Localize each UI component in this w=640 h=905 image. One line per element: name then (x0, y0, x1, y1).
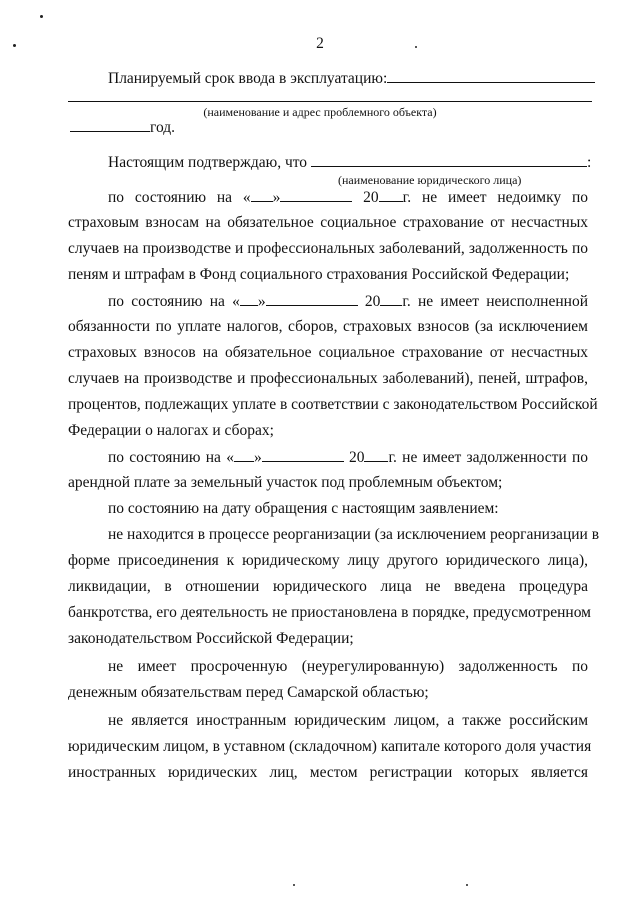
entity-caption: (наименование юридического лица) (338, 173, 522, 187)
entity-name-blank (311, 152, 587, 167)
p7-line-3: иностранных юридических лиц, местом регистрации которых является (68, 764, 588, 781)
scan-speck (293, 884, 295, 886)
p5-line-1: не находится в процессе реорганизации (за исключением реорганизации в (108, 526, 600, 543)
p6-line-1: не имеет просроченную (неурегулированную) задолженность по (108, 658, 588, 675)
p6-line-2: денежным обязательствам перед Самарской областью; (68, 684, 429, 701)
object-caption: (наименование и адрес проблемного объекта) (203, 105, 437, 119)
year-blank (70, 117, 150, 132)
p2-line-3: страховых взносов на обязательное социальное страхование от несчастных (68, 344, 588, 361)
page-number: 2 (316, 35, 324, 52)
p5-line-5: законодательством Российской Федерации; (68, 630, 354, 647)
p1-line-4: пеням и штрафам в Фонд социального страхования Российской Федерации; (68, 266, 570, 283)
year-line: год. (70, 117, 175, 138)
commissioning-date-blank (387, 68, 595, 83)
p1-line-1: по состоянию на « » 20 г. не имеет недоимку по (108, 189, 589, 206)
p5-line-3: ликвидации, в отношении юридического лица не введена процедура (68, 578, 588, 595)
p2-line-4: случаев на производстве и профессиональных заболеваний), пеней, штрафов, (68, 370, 588, 387)
scan-speck (466, 884, 468, 886)
scan-speck (40, 15, 43, 18)
commissioning-label: Планируемый срок ввода в эксплуатацию: (108, 68, 595, 89)
p1-line-3: случаев на производстве и профессиональных заболеваний, задолженность по (68, 240, 588, 257)
p2-line-6: Федерации о налогах и сборах; (68, 422, 274, 439)
p5-line-2: форме присоединения к юридическому лицу другого юридического лица), (68, 552, 588, 569)
p4-line: по состоянию на дату обращения с настоящим заявлением: (108, 500, 499, 517)
p2-line-2: обязанности по уплате налогов, сборов, страховых взносов (за исключением (68, 318, 588, 335)
p3-line-1: по состоянию на « » 20 г. не имеет задолженности по (108, 449, 588, 466)
p7-line-2: юридическим лицом, в уставном (складочном) капитале которого доля участия (68, 738, 592, 755)
p1-line-2: страховым взносам на обязательное социальное страхование от несчастных (68, 214, 588, 231)
confirm-line: Настоящим подтверждаю, что : (108, 154, 592, 171)
p2-line-1: по состоянию на « » 20 г. не имеет неисполненной (108, 293, 588, 310)
p7-line-1: не является иностранным юридическим лицом, а также российским (108, 712, 588, 729)
p5-line-4: банкротства, его деятельность не приостановлена в порядке, предусмотренном (68, 604, 591, 621)
p3-line-2: арендной плате за земельный участок под проблемным объектом; (68, 474, 503, 491)
p2-line-5: процентов, подлежащих уплате в соответствии с законодательством Российской (68, 396, 598, 413)
